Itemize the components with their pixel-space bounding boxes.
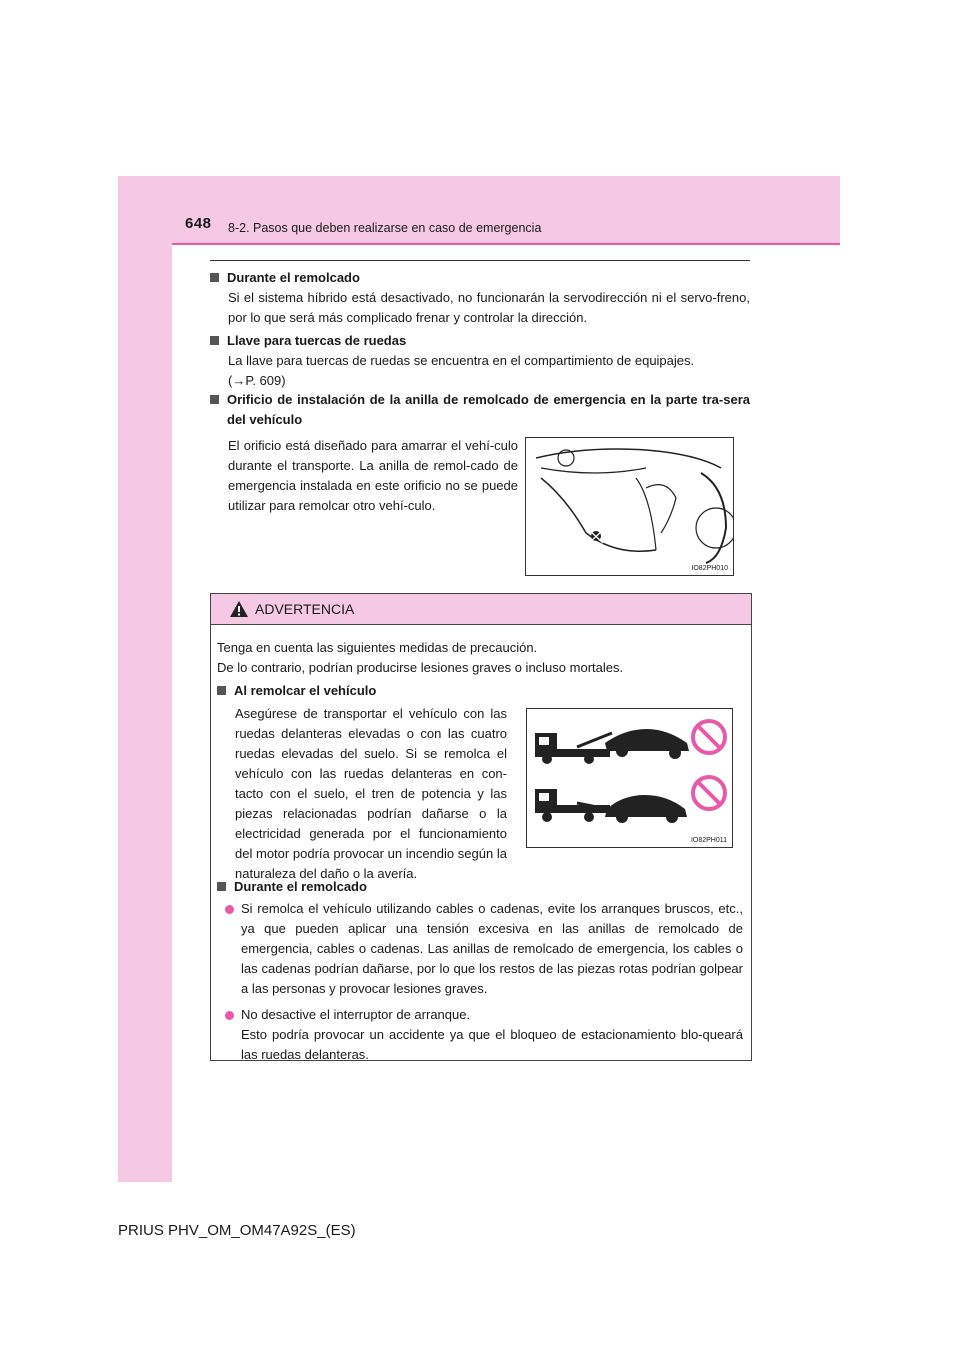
warning-subheading: Durante el remolcado bbox=[217, 877, 757, 897]
section-towing bbox=[210, 268, 750, 328]
warning-subheading-during bbox=[211, 877, 757, 897]
tow-truck-illustration bbox=[527, 709, 732, 847]
warning-towing-text: Asegúrese de transportar el vehículo con las ruedas delanteras elevadas o con las cuatro ruedas elevadas del suelo. Si se remolca el vehículo con las ruedas delanteras en con-tacto con el suelo, el tren de potencia y las piezas relacionadas podrían dañarse o la electricidad generada por el funcionamiento del motor podría provocar un incendio según la naturaleza del daño o la avería. bbox=[235, 706, 507, 881]
section-heading: Durante el remolcado bbox=[210, 268, 750, 288]
section-heading: Orificio de instalación de la anilla de remolcado de emergencia en la parte tra-sera del vehículo bbox=[210, 390, 750, 430]
figure-code: IO82PH010 bbox=[691, 565, 728, 572]
warning-header bbox=[211, 594, 751, 625]
warning-bullet bbox=[211, 1005, 743, 1065]
side-band bbox=[118, 176, 172, 1182]
warning-bullets bbox=[211, 899, 751, 1065]
rear-bumper-illustration bbox=[526, 438, 733, 575]
warning-box bbox=[210, 593, 752, 1061]
section-text: La llave para tuercas de ruedas se encuentra en el compartimiento de equipajes. bbox=[228, 353, 695, 368]
warning-bullet-line: No desactive el interruptor de arranque. bbox=[241, 1007, 471, 1022]
page-reference: (→P. 609) bbox=[228, 373, 286, 388]
page-number: 648 bbox=[185, 215, 212, 232]
warning-bullet: Si remolca el vehículo utilizando cables o cadenas, evite los arranques bruscos, etc., ya que pueden aplicar una tensión excesiva en las anillas de remolcado de emergencia, cables o cadenas. Las anillas de remolcado de emergencia, los cables o las cadenas podrían dañarse, por lo que los restos de las piezas rotas podrían golpear a las personas y provocar lesiones graves. bbox=[211, 899, 743, 999]
section-wrench bbox=[210, 331, 750, 391]
figure-code: IO82PH011 bbox=[690, 837, 727, 844]
header-rule bbox=[172, 243, 840, 245]
warning-intro bbox=[211, 638, 757, 678]
tow-truck-figure bbox=[526, 708, 733, 848]
section-divider bbox=[210, 260, 750, 261]
tow-scene-top bbox=[535, 721, 725, 764]
section-text: Si el sistema híbrido está desactivado, no funcionarán la servodirección ni el servo-freno, por lo que será más complicado frenar y controlar la dirección. bbox=[228, 290, 750, 325]
chapter-title: 8-2. Pasos que deben realizarse en caso de emergencia bbox=[228, 221, 542, 235]
warning-bullet-line: Esto podría provocar un accidente ya que el bloqueo de estacionamiento blo-queará las ruedas delanteras. bbox=[241, 1027, 743, 1062]
tow-scene-bottom bbox=[535, 777, 725, 823]
footer-doc-id: PRIUS PHV_OM_OM47A92S_(ES) bbox=[118, 1222, 356, 1239]
section-heading: Llave para tuercas de ruedas bbox=[210, 331, 750, 351]
warning-triangle-icon bbox=[229, 600, 249, 618]
warning-intro-line: De lo contrario, podrían producirse lesiones graves o incluso mortales. bbox=[217, 660, 624, 675]
warning-subheading: Al remolcar el vehículo bbox=[217, 681, 757, 701]
warning-intro-line: Tenga en cuenta las siguientes medidas de precaución. bbox=[217, 640, 538, 655]
warning-title: ADVERTENCIA bbox=[255, 601, 355, 617]
rear-bumper-figure bbox=[525, 437, 734, 576]
warning-subheading-towing bbox=[211, 681, 757, 701]
section-text: El orificio está diseñado para amarrar el vehí-culo durante el transporte. La anilla de remol-cado de emergencia instalada en este orificio no se puede utilizar para remolcar otro vehí-culo. bbox=[228, 438, 518, 513]
